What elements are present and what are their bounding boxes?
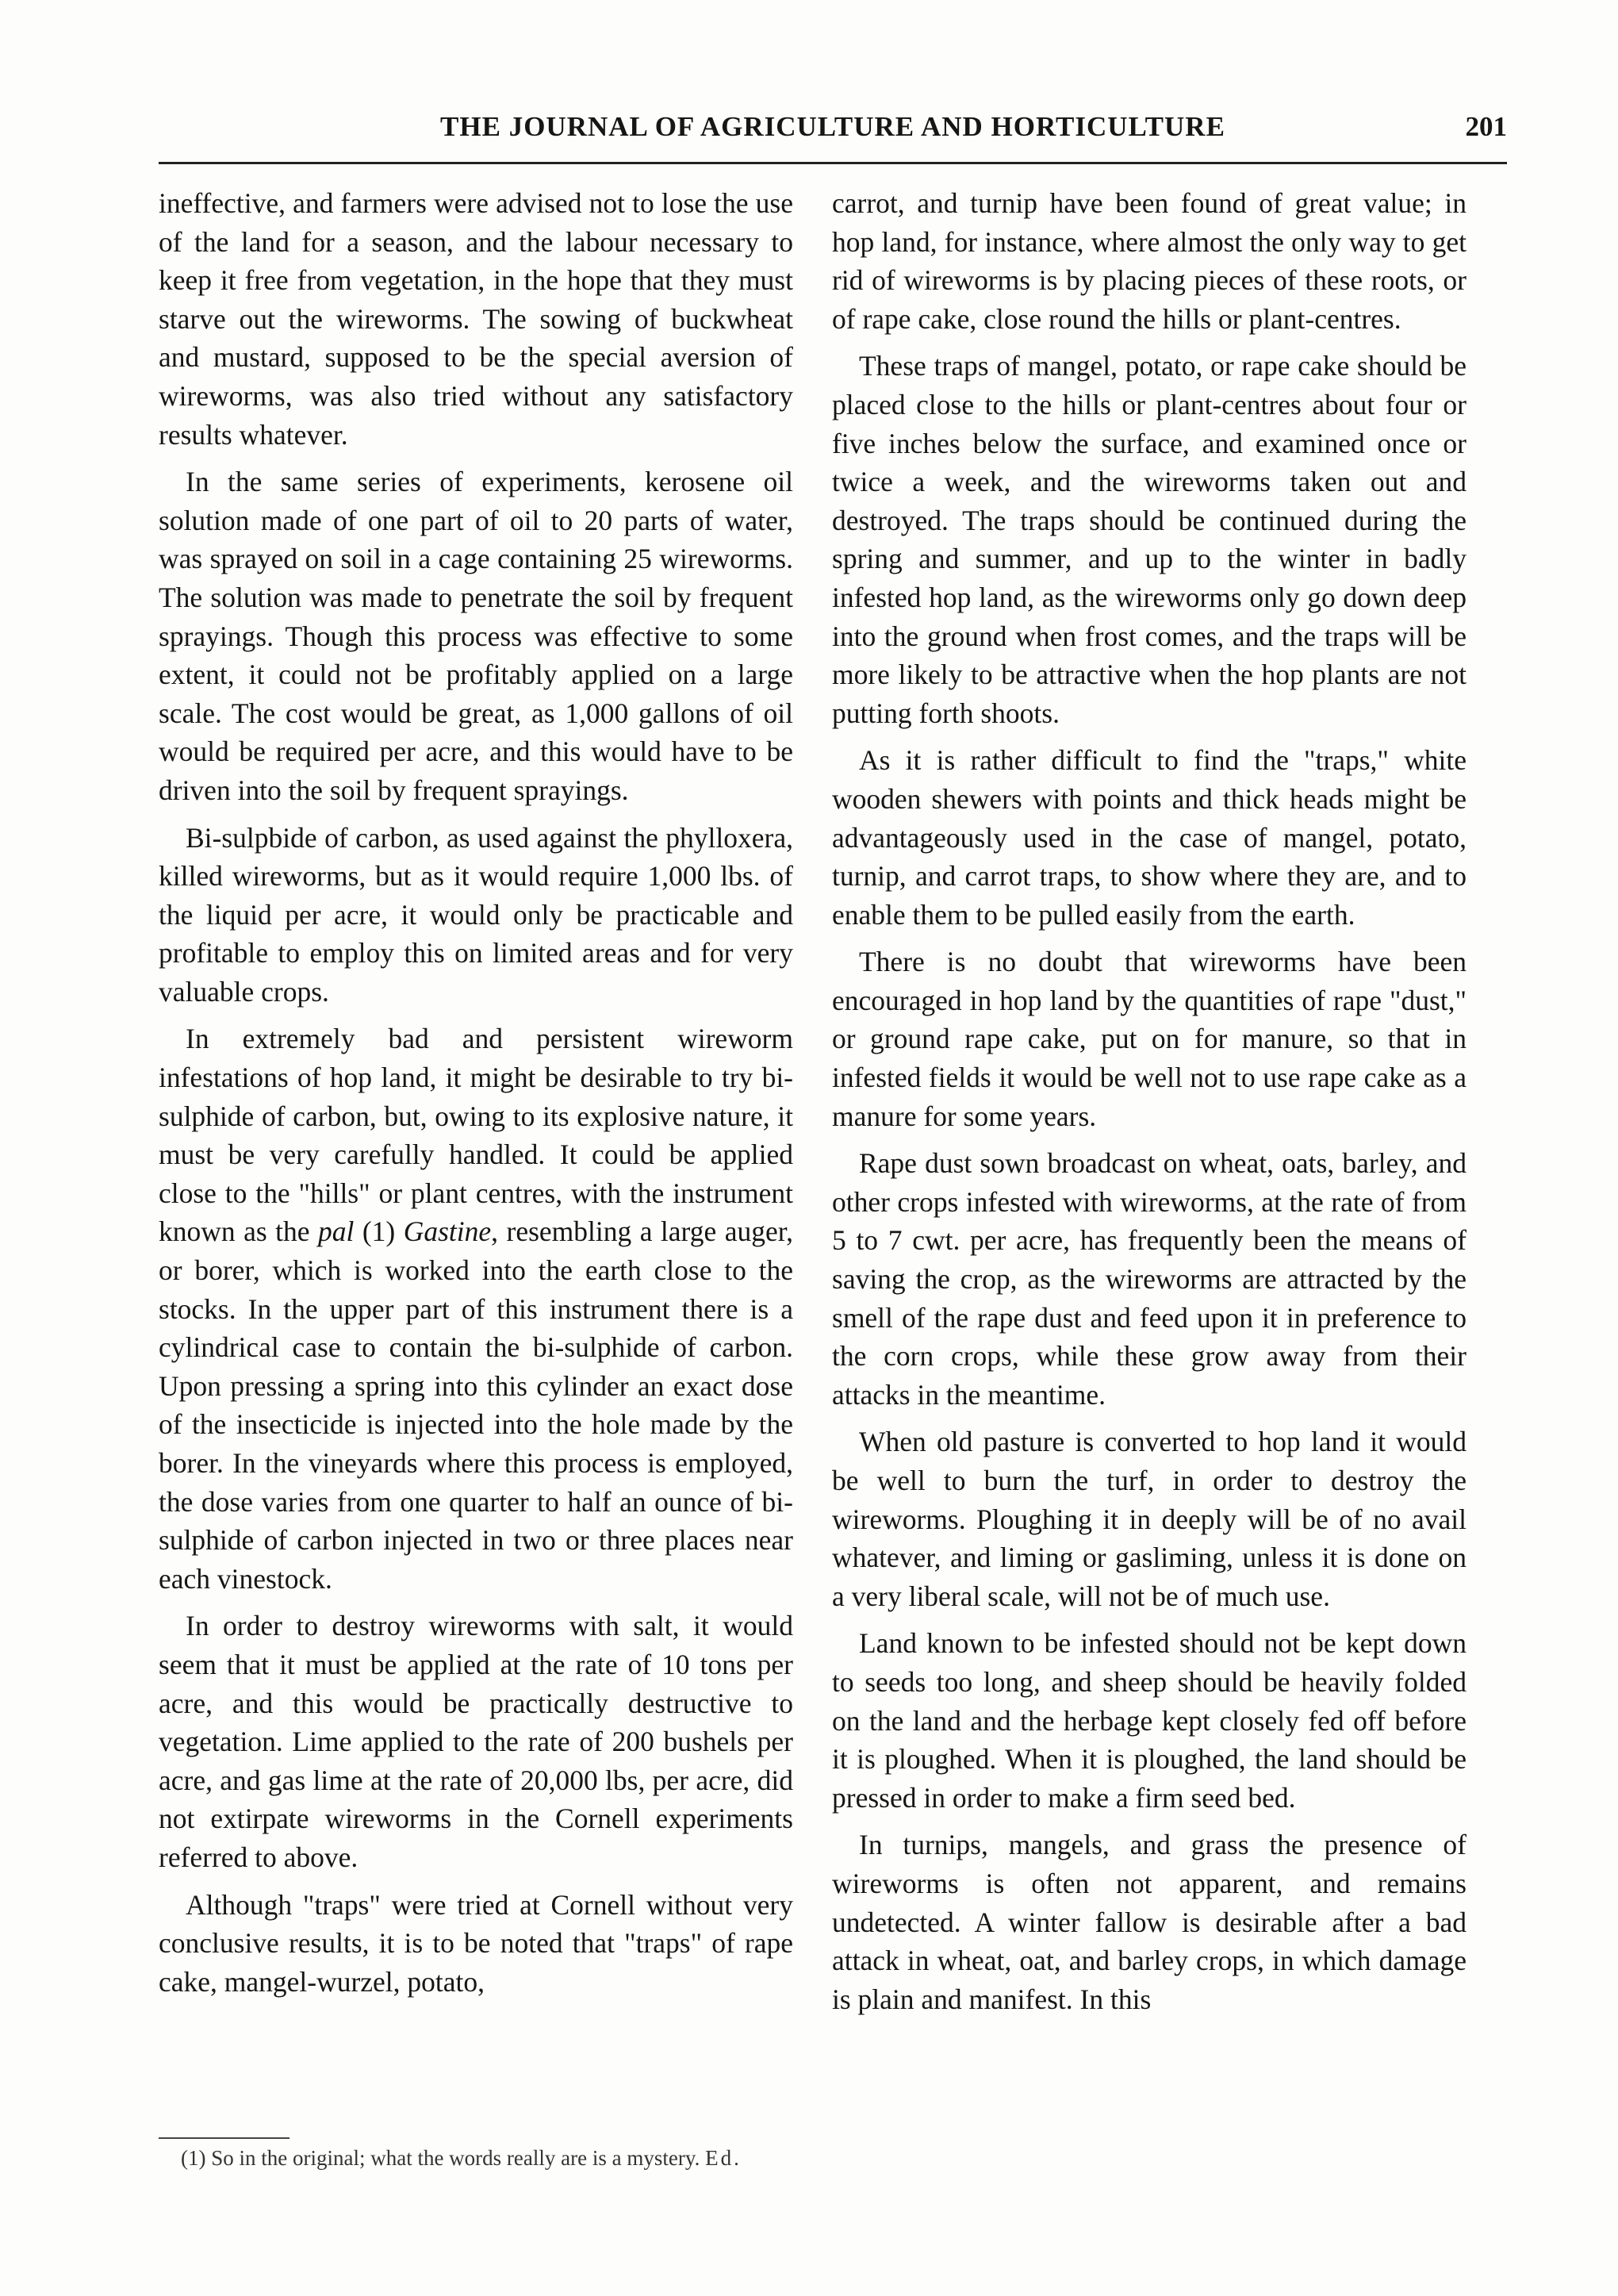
- footnote-editor: Ed.: [705, 2146, 742, 2170]
- paragraph-text: , resembling a large auger, or borer, which is worked into the earth close to the stocks. In the upper part of this instrument there is a cylindrical case to contain the bi-sulphide of carbon. Upon pressing a spring into this cylinder an exact dose of the insecticide is injected into the hole made by the borer. In the vineyards where this process is employed, the dose varies from one quarter to half an ounce of bi-sulphide of carbon injected in two or three places near each vinestock.: [159, 1215, 793, 1595]
- running-title: THE JOURNAL OF AGRICULTURE AND HORTICULTURE: [440, 111, 1225, 142]
- paragraph: Although "traps" were tried at Cornell without very conclusive results, it is to be noted that "traps" of rape cake, mangel-wurzel, potato,: [159, 1888, 793, 1998]
- paragraph: As it is rather difficult to find the "traps," white wooden shewers with points and thick heads might be advantageously used in the case of mangel, potato, turnip, and carrot traps, to show where they are, and to enable them to be pulled easily from the earth.: [832, 744, 1467, 931]
- page-header: [159, 111, 1507, 159]
- paragraph: [159, 1019, 793, 1598]
- paragraph: In order to destroy wireworms with salt, it would seem that it must be applied at the rate of 10 tons per acre, and this would be practically destructive to vegetation. Lime applied to the rate of 200 bushels per acre, and gas lime at the rate of 20,000 lbs, per acre, did not extirpate wireworms in the Cornell experiments referred to above.: [159, 1610, 793, 1873]
- paragraph: Land known to be infested should not be kept down to seeds too long, and sheep should be heavily folded on the land and the herbage kept closely fed off before it is ploughed. When it is ploughed, the land should be pressed in order to make a firm seed bed.: [832, 1627, 1467, 1814]
- paragraph: carrot, and turnip have been found of great value; in hop land, for instance, where almost the only way to get rid of wireworms is by placing pieces of these roots, or of rape cake, close round the hills or plant-centres.: [832, 187, 1467, 335]
- page-number: 201: [1465, 111, 1507, 142]
- paragraph: Rape dust sown broadcast on wheat, oats, barley, and other crops infested with wireworms, at the rate of from 5 to 7 cwt. per acre, has frequently been the means of saving the crop, as the wireworms are attracted by the smell of the rape dust and feed upon it in preference to the corn crops, while these grow away from their attacks in the meantime.: [832, 1147, 1467, 1411]
- footnote-text: (1) So in the original; what the words really are is a mystery.: [181, 2146, 700, 2170]
- left-column: [159, 184, 793, 2010]
- paragraph: In turnips, mangels, and grass the presence of wireworms is often not apparent, and remains undetected. A winter fallow is desirable after a bad attack in wheat, oat, and barley crops, in which damage is plain and manifest. In this: [832, 1829, 1467, 2015]
- italic-term-pal: pal: [318, 1215, 355, 1248]
- paragraph: There is no doubt that wireworms have been encouraged in hop land by the quantities of rape "dust," or ground rape cake, put on for manure, so that in infested fields it would be well not to use rape cake as a manure for some years.: [832, 946, 1467, 1132]
- right-column: [832, 184, 1467, 2027]
- paragraph: These traps of mangel, potato, or rape cake should be placed close to the hills or plant-centres about four or five inches below the surface, and examined once or twice a week, and the wireworms taken out and destroyed. The traps should be continued during the spring and summer, and up to the winter in badly infested hop land, as the wireworms only go down deep into the ground when frost comes, and the traps will be more likely to be attractive when the hop plants are not putting forth shoots.: [832, 350, 1467, 729]
- paragraph: ineffective, and farmers were advised not to lose the use of the land for a season, and the labour necessary to keep it free from vegetation, in the hope that they must starve out the wireworms. The sowing of buckwheat and mustard, supposed to be the special aversion of wireworms, was also tried without any satisfactory results whatever.: [159, 187, 793, 451]
- italic-term-gastine: Gastine: [403, 1215, 492, 1248]
- footnote-marker: (1): [354, 1215, 404, 1248]
- footnote: [159, 2145, 793, 2171]
- header-rule: [159, 162, 1507, 164]
- footnote-rule: [159, 2137, 289, 2139]
- paragraph: When old pasture is converted to hop land it would be well to burn the turf, in order to destroy the wireworms. Ploughing it in deeply will be of no avail whatever, and liming or gasliming, unless it is done on a very liberal scale, will not be of much use.: [832, 1426, 1467, 1612]
- paragraph-text: In extremely bad and persistent wireworm infestations of hop land, it might be desirable to try bi-sulphide of carbon, but, owing to its explosive nature, it must be very carefully handled. It could be applied close to the "hills" or plant centres, with the instrument known as the: [159, 1023, 793, 1248]
- paragraph: In the same series of experiments, kerosene oil solution made of one part of oil to 20 parts of water, was sprayed on soil in a cage containing 25 wireworms. The solution was made to penetrate the soil by frequent sprayings. Though this process was effective to some extent, it could not be profitably applied on a large scale. The cost would be great, as 1,000 gallons of oil would be required per acre, and this would have to be driven into the soil by frequent sprayings.: [159, 466, 793, 806]
- paragraph: Bi-sulpbide of carbon, as used against the phylloxera, killed wireworms, but as it would require 1,000 lbs. of the liquid per acre, it would only be practicable and profitable to employ this on limited areas and for very valuable crops.: [159, 821, 793, 1008]
